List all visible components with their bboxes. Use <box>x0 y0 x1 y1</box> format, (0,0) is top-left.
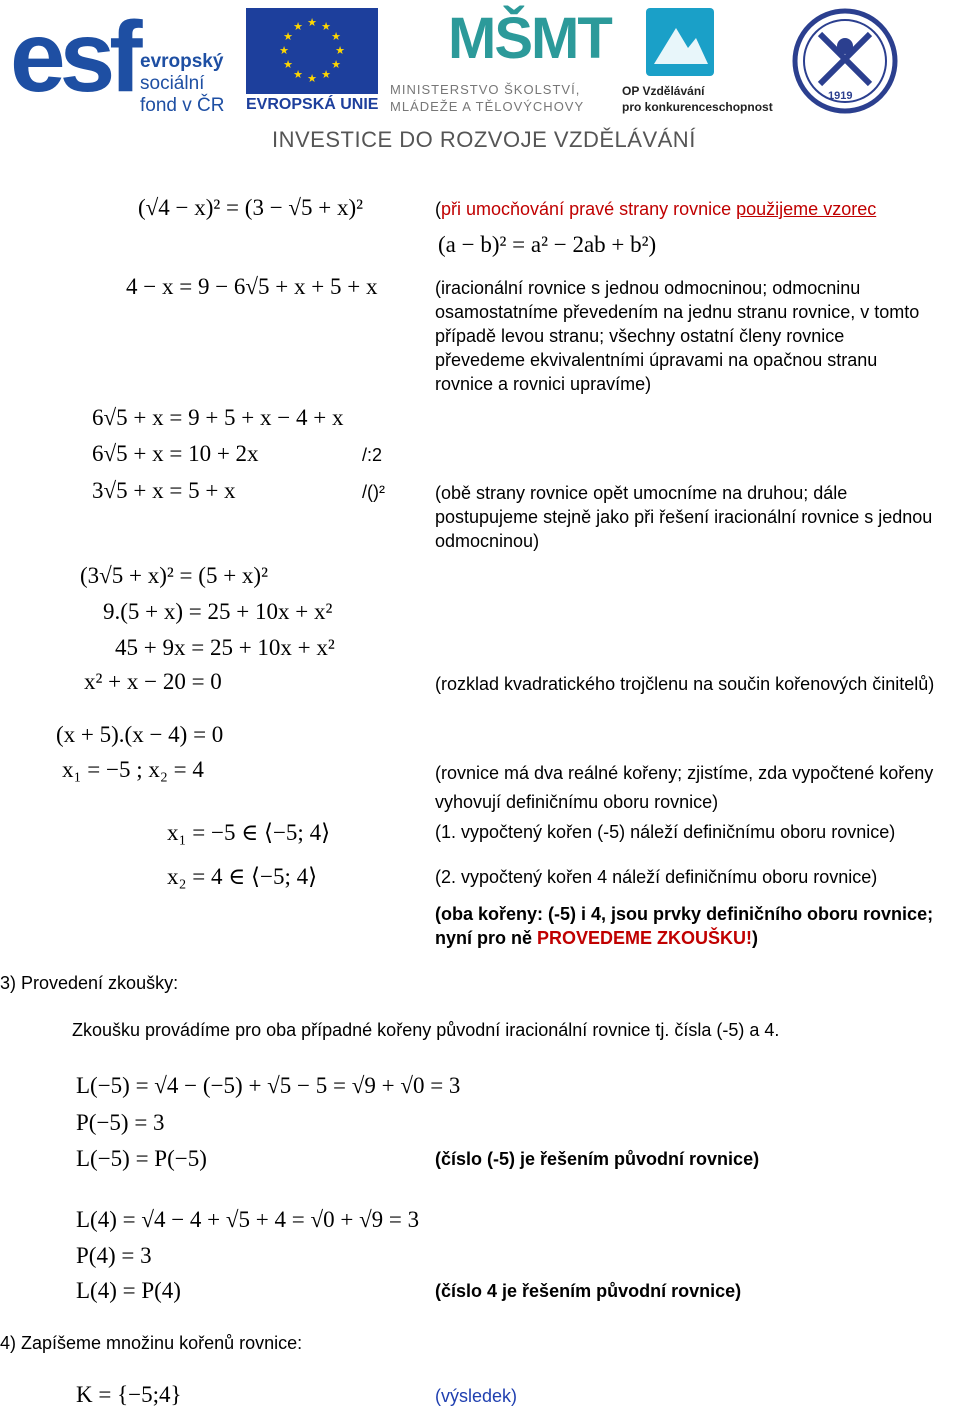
equation-8: 45 + 9x = 25 + 10x + x² <box>115 635 335 660</box>
op-logo <box>618 8 773 118</box>
test-compare-4: L(4) = P(4) <box>76 1278 181 1303</box>
svg-text:★: ★ <box>335 44 345 57</box>
test-right-4: P(4) = 3 <box>76 1243 152 1268</box>
svg-text:★: ★ <box>283 30 293 43</box>
investice-banner: INVESTICE DO ROZVOJE VZDĚLÁVÁNÍ <box>272 127 696 152</box>
test-right-minus5: P(−5) = 3 <box>76 1110 165 1135</box>
equation-3: 6√5 + x = 9 + 5 + x − 4 + x <box>92 405 344 430</box>
note-both-roots-end: ) <box>752 928 759 948</box>
msmt-logo-line-2: MLÁDEŽE A TĚLOVÝCHOVY <box>390 99 585 114</box>
svg-text:★: ★ <box>321 68 331 81</box>
check-4: (číslo 4 je řešením původní rovnice) <box>435 1281 742 1301</box>
seal-logo <box>790 6 900 116</box>
equation-root-2-domain: x₂ = 4 ∈ ⟨−5; 4⟩ <box>167 864 318 889</box>
note-two-roots: (rovnice má dva reálné kořeny; zjistíme, zda vypočtené kořeny vyhovují definičnímu oboru rovnice) <box>435 763 934 812</box>
op-logo-line-1: OP Vzdělávání <box>622 84 705 98</box>
check-minus5: (číslo (-5) je řešením původní rovnice) <box>435 1149 760 1169</box>
svg-text:★: ★ <box>331 30 341 43</box>
equation-10: (x + 5).(x − 4) = 0 <box>56 722 224 747</box>
svg-text:★: ★ <box>283 58 293 71</box>
note-isolate-root: (iracionální rovnice s jednou odmocninou; odmocninu osamostatníme převedením na jednu stranu rovnice, v tomto případě levou stranu; všechny ostatní členy rovnice převedeme ekvivalentními úpravami na opačnou stranu rovnice a rovnici upravíme) <box>435 278 920 394</box>
msmt-logo-line-1: MINISTERSTVO ŠKOLSTVÍ, <box>390 82 581 97</box>
result-set: K = {−5;4} <box>76 1382 182 1407</box>
eu-logo <box>246 8 381 118</box>
esf-logo-mark: esf <box>10 1 137 113</box>
note-factorization: (rozklad kvadratického trojčlenu na součin kořenových činitelů) <box>435 674 935 694</box>
equation-5: 3√5 + x = 5 + x <box>92 478 236 503</box>
note-root-2: (2. vypočtený kořen 4 náleží definičnímu oboru rovnice) <box>435 867 878 887</box>
note-both-roots-emphasis: PROVEDEME ZKOUŠKU! <box>537 928 753 948</box>
test-intro: Zkoušku provádíme pro oba případné kořeny původní iracionální rovnice tj. čísla (-5) a 4. <box>72 1020 780 1040</box>
section-4-heading: 4) Zapíšeme množinu kořenů rovnice: <box>0 1333 303 1353</box>
equation-roots: x₁ = −5 ; x₂ = 4 <box>62 757 204 782</box>
op-logo-line-2: pro konkurenceschopnost <box>622 100 773 114</box>
equation-6: (3√5 + x)² = (5 + x)² <box>80 563 268 588</box>
msmt-logo-mark: MŠMT <box>448 6 611 71</box>
esf-logo-line-2: sociální <box>140 73 205 94</box>
test-left-4: L(4) = √4 − 4 + √5 + 4 = √0 + √9 = 3 <box>76 1207 420 1232</box>
esf-logo-line-3: fond v ČR <box>140 95 225 116</box>
equation-1: (√4 − x)² = (3 − √5 + x)² <box>138 195 364 220</box>
msmt-logo <box>386 6 611 116</box>
svg-text:★: ★ <box>279 44 289 57</box>
equation-7: 9.(5 + x) = 25 + 10x + x² <box>103 599 333 624</box>
note-formula <box>435 199 876 220</box>
section-3-heading: 3) Provedení zkoušky: <box>0 973 179 993</box>
svg-text:★: ★ <box>293 68 303 81</box>
result-label: (výsledek) <box>435 1386 518 1406</box>
note-square-again: (obě strany rovnice opět umocníme na druhou; dále postupujeme stejně jako při řešení iracionální rovnice s jednou odmocninou) <box>435 483 933 551</box>
svg-text:★: ★ <box>293 20 303 33</box>
operation-square: /()² <box>362 482 385 502</box>
eu-flag-icon <box>246 8 378 94</box>
note-formula-prefix: ( <box>435 199 441 219</box>
equation-2: 4 − x = 9 − 6√5 + x + 5 + x <box>126 274 378 299</box>
esf-logo-line-1: evropský <box>140 51 224 72</box>
note-formula-red: při umocňování pravé strany rovnice <box>441 199 737 219</box>
svg-text:★: ★ <box>307 72 317 85</box>
equation-4: 6√5 + x = 10 + 2x <box>92 441 259 466</box>
svg-text:★: ★ <box>331 58 341 71</box>
equation-9: x² + x − 20 = 0 <box>84 669 222 694</box>
operation-divide-2: /:2 <box>362 445 383 465</box>
svg-text:★: ★ <box>321 20 331 33</box>
test-left-minus5: L(−5) = √4 − (−5) + √5 − 5 = √9 + √0 = 3 <box>76 1073 461 1098</box>
note-both-roots <box>435 902 935 950</box>
note-formula-link: použijeme vzorec <box>736 199 877 219</box>
eu-logo-label: EVROPSKÁ UNIE <box>246 96 379 113</box>
svg-text:★: ★ <box>307 16 317 29</box>
formula-square-of-difference: (a − b)² = a² − 2ab + b²) <box>438 232 657 257</box>
test-compare-minus5: L(−5) = P(−5) <box>76 1146 207 1171</box>
seal-year: 1919 <box>828 90 853 102</box>
equation-root-1-domain: x₁ = −5 ∈ ⟨−5; 4⟩ <box>167 820 331 845</box>
esf-logo <box>10 1 240 118</box>
note-both-roots-text: (oba kořeny: (-5) i 4, jsou prvky definičního oboru rovnice; nyní pro ně <box>435 904 934 948</box>
op-logo-icon <box>646 8 714 76</box>
note-root-1: (1. vypočtený kořen (-5) náleží definičnímu oboru rovnice) <box>435 822 896 842</box>
